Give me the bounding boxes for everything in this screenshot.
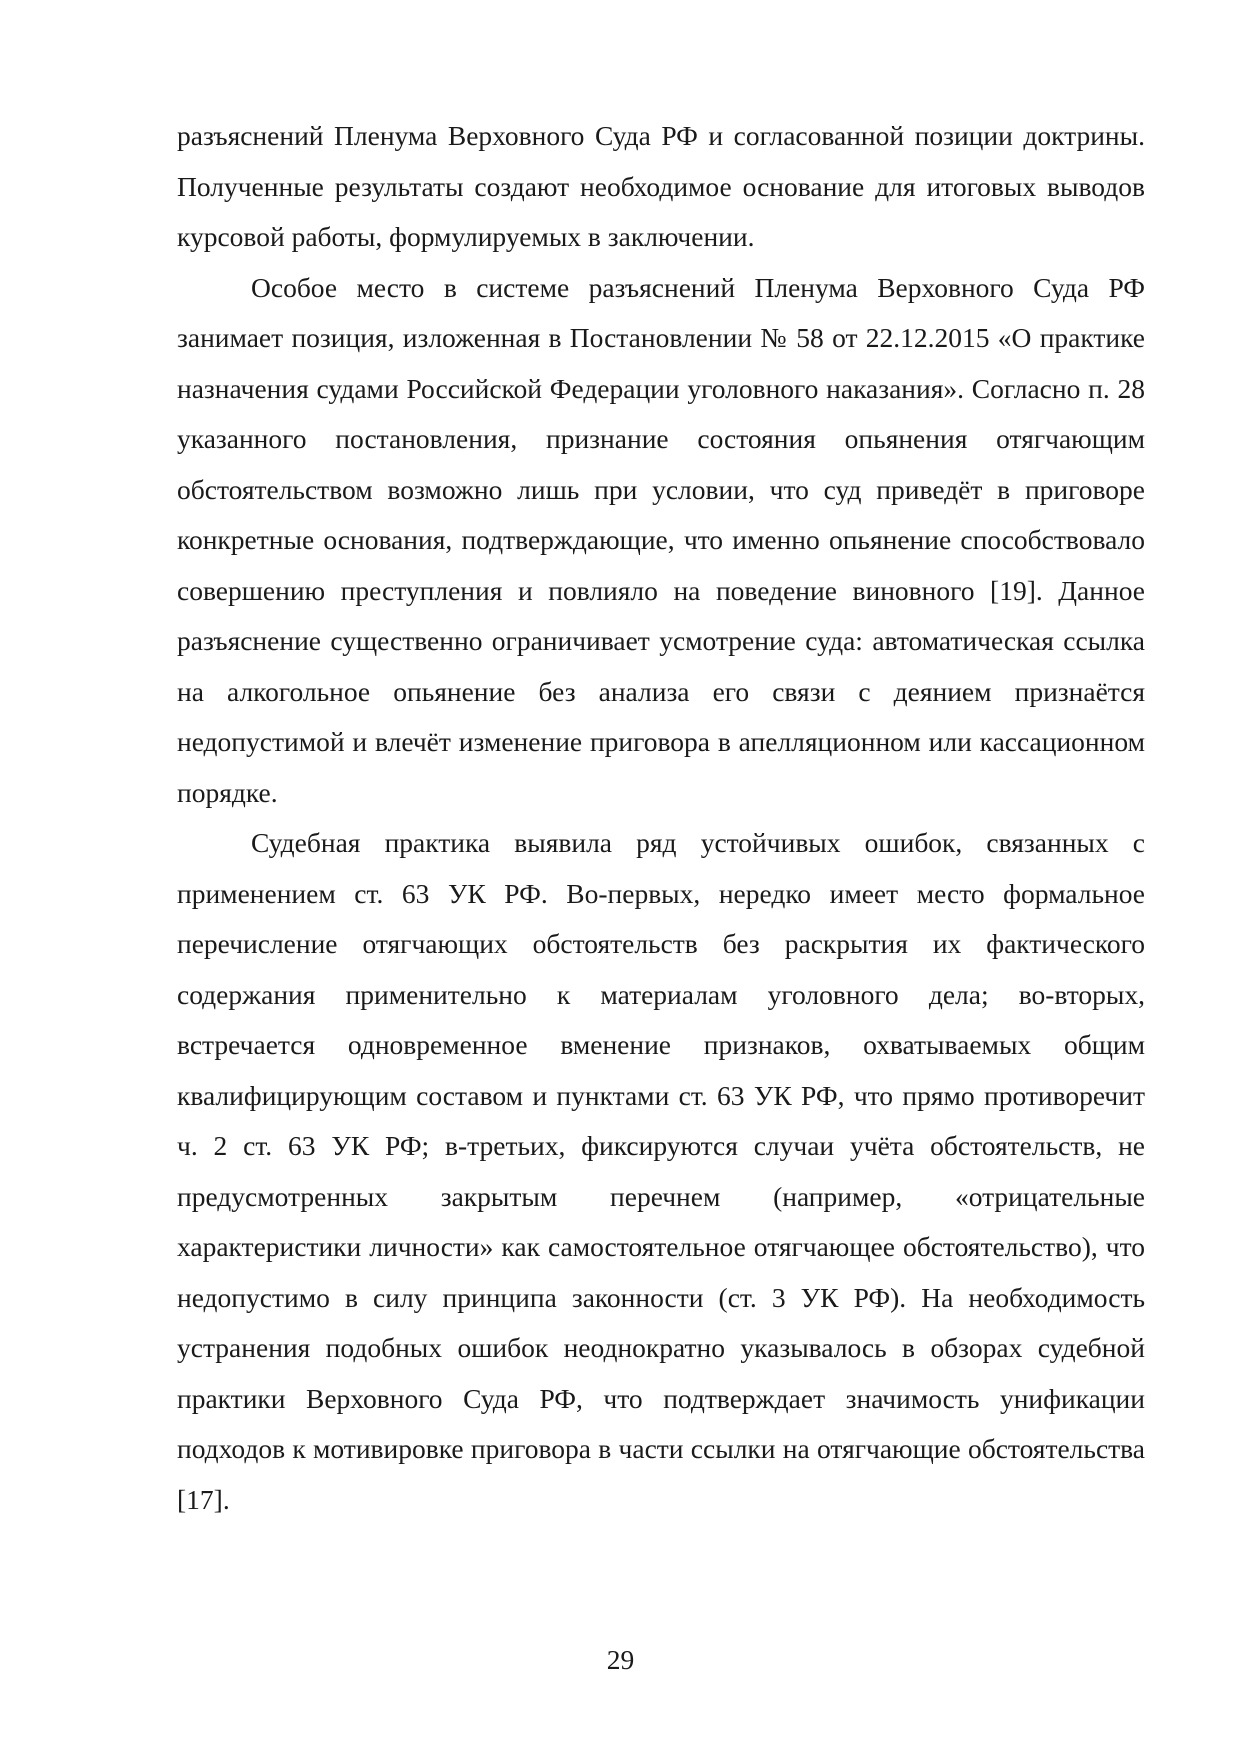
paragraph-judicial-errors: Судебная практика выявила ряд устойчивых ошибок, связанных с применением ст. 63 УК РФ. Во-первых, нередко имеет место формальное перечисление отягчающих обстоятельств без раскрытия их фактического содержания применительно к материалам уголовного дела; во-вторых, встречается одновременное вменение признаков, охватываемых общим квалифицирующим составом и пунктами ст. 63 УК РФ, что прямо противоречит ч. 2 ст. 63 УК РФ; в-третьих, фиксируются случаи учёта обстоятельств, не предусмотренных закрытым перечнем (например, «отрицательные характеристики личности» как самостоятельное отягчающее обстоятельство), что недопустимо в силу принципа законности (ст. 3 УК РФ). На необходимость устранения подобных ошибок неоднократно указывалось в обзорах судебной практики Верховного Суда РФ, что подтверждает значимость унификации подходов к мотивировке приговора в части ссылки на отягчающие обстоятельства [17]. bbox=[177, 827, 1145, 1515]
paragraph-plenum-resolution: Особое место в системе разъяснений Пленума Верховного Суда РФ занимает позиция, изложенная в Постановлении № 58 от 22.12.2015 «О практике назначения судами Российской Федерации уголовного наказания». Согласно п. 28 указанного постановления, признание состояния опьянения отягчающим обстоятельством возможно лишь при условии, что суд приведёт в приговоре конкретные основания, подтверждающие, что именно опьянение способствовало совершению преступления и повлияло на поведение виновного [19]. Данное разъяснение существенно ограничивает усмотрение суда: автоматическая ссылка на алкогольное опьянение без анализа его связи с деянием признаётся недопустимой и влечёт изменение приговора в апелляционном или кассационном порядке. bbox=[177, 271, 1145, 808]
page-number: 29 bbox=[606, 1644, 635, 1675]
document-body bbox=[177, 111, 1145, 1525]
paragraph-continuation: разъяснений Пленума Верховного Суда РФ и согласованной позиции доктрины. Полученные результаты создают необходимое основание для итоговых выводов курсовой работы, формулируемых в заключении. bbox=[177, 120, 1145, 252]
